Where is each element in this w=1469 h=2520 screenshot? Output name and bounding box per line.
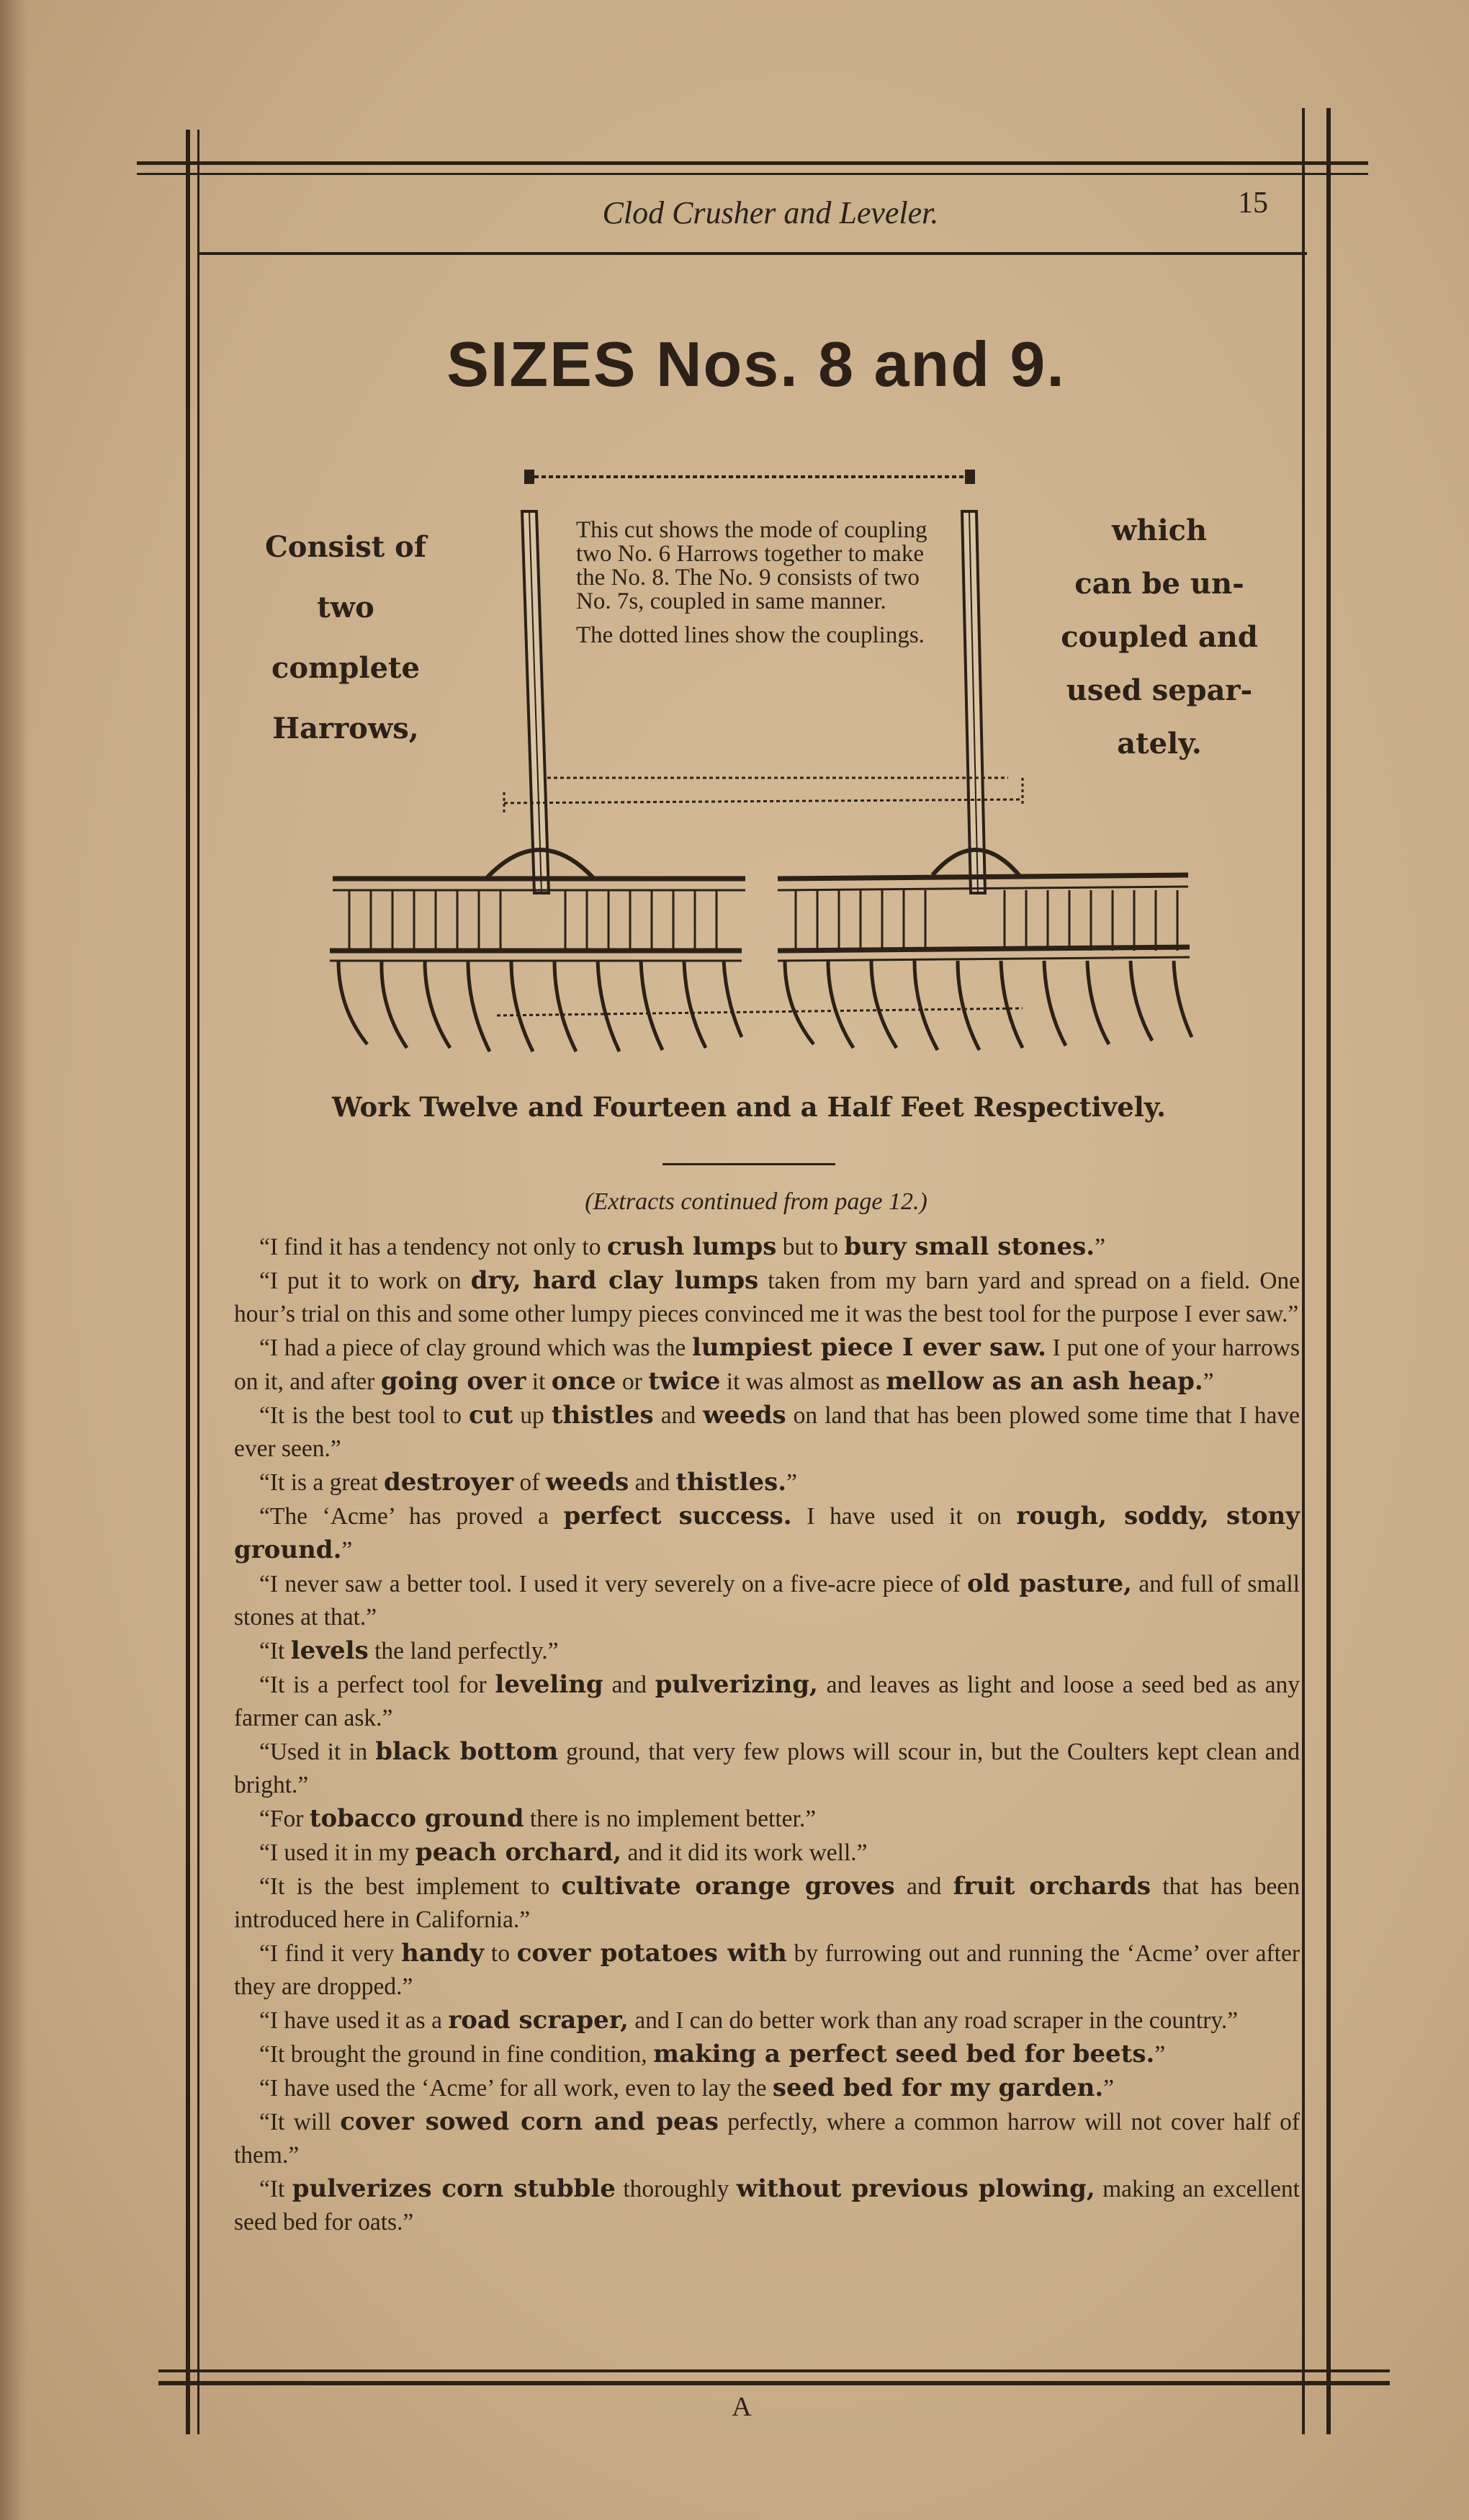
testimonial-quote: “It is the best implement to cultivate orange groves and fruit orchards that has been introduced here in California.” — [234, 1872, 1300, 1933]
frame-rule-bottom-outer — [158, 2381, 1390, 2385]
frame-rule-right-outer — [1326, 108, 1331, 2434]
emphasis-text: thistles. — [675, 1468, 787, 1497]
left-side-line: Consist of — [264, 530, 427, 564]
emphasis-text: old pasture, — [966, 1569, 1132, 1598]
emphasis-text: pulverizes corn stubble — [292, 2174, 616, 2203]
emphasis-text: crush lumps — [606, 1232, 777, 1261]
emphasis-text: seed bed for my garden. — [772, 2073, 1104, 2102]
emphasis-text: mellow as an ash heap. — [886, 1367, 1203, 1396]
testimonial-quote: “I used it in my peach orchard, and it did its work well.” — [259, 1838, 868, 1867]
frame-rule-top-outer — [137, 161, 1368, 165]
book-spine-shadow — [0, 0, 29, 2520]
right-side-line: coupled and — [1061, 620, 1258, 654]
caption-paragraph: This cut shows the mode of coupling two No. 6 Harrows together to make the No. 8. The No. 9 consists of two No. 7s, coupled in same manner. — [576, 517, 927, 614]
emphasis-text: perfect success. — [563, 1502, 792, 1530]
left-side-line: Harrows, — [272, 712, 419, 745]
emphasis-text: black bottom — [375, 1737, 559, 1766]
emphasis-text: thistles — [551, 1401, 654, 1430]
testimonial-quote: “It pulverizes corn stubble thoroughly without previous plowing, making an excellent seed bed for oats.” — [234, 2174, 1300, 2236]
emphasis-text: weeds — [703, 1401, 786, 1430]
testimonial-quote: “I have used it as a road scraper, and I can do better work than any road scraper in the country.” — [259, 2006, 1239, 2035]
emphasis-text: cover potatoes with — [516, 1939, 787, 1968]
emphasis-text: lumpiest piece I ever saw. — [691, 1333, 1046, 1362]
subtitle: Work Twelve and Fourteen and a Half Feet Respectively. — [332, 1091, 1166, 1123]
left-side-line: two — [317, 591, 374, 624]
left-side-text — [223, 517, 468, 759]
testimonial-quote: “I had a piece of clay ground which was the lumpiest piece I ever saw. I put one of your harrows on it, and after going over it once or twice it was almost as mellow as an ash heap.” — [234, 1333, 1300, 1396]
testimonial-quote: “The ‘Acme’ has proved a perfect success. I have used it on rough, soddy, stony ground.” — [234, 1502, 1300, 1564]
emphasis-text: bury small stones. — [844, 1232, 1095, 1261]
frame-rule-right-inner — [1302, 108, 1305, 2434]
illustration-caption — [576, 519, 943, 658]
emphasis-text: rough, soddy, stony ground. — [234, 1502, 1300, 1564]
testimonial-quote: “It brought the ground in fine condition, making a perfect seed bed for beets.” — [259, 2040, 1166, 2068]
page-number: 15 — [1238, 187, 1268, 220]
testimonial-quote: “It is a great destroyer of weeds and thistles.” — [259, 1468, 797, 1497]
extract-note: (Extracts continued from page 12.) — [585, 1188, 927, 1215]
running-head: Clod Crusher and Leveler. — [602, 195, 939, 230]
emphasis-text: peach orchard, — [415, 1838, 622, 1867]
emphasis-text: leveling — [495, 1670, 603, 1699]
emphasis-text: without previous plowing, — [736, 2174, 1095, 2203]
frame-rule-bottom-inner — [158, 2369, 1390, 2372]
testimonial-quote: “I find it has a tendency not only to crush lumps but to bury small stones.” — [259, 1232, 1105, 1261]
right-side-text — [1015, 504, 1303, 771]
emphasis-text: levels — [290, 1636, 369, 1665]
testimonial-quote: “For tobacco ground there is no implement better.” — [259, 1804, 817, 1833]
testimonial-quote: “It is the best tool to cut up thistles and weeds on land that has been plowed some time that I have ever seen.” — [234, 1401, 1300, 1462]
testimonial-quote: “Used it in black bottom ground, that very few plows will scour in, but the Coulters kept clean and bright.” — [234, 1737, 1300, 1798]
emphasis-text: fruit orchards — [953, 1872, 1151, 1901]
section-divider — [662, 1163, 835, 1165]
testimonial-quote: “It levels the land perfectly.” — [259, 1636, 559, 1665]
emphasis-text: once — [551, 1367, 616, 1396]
frame-rule-left-inner — [197, 130, 199, 2434]
emphasis-text: tobacco ground — [309, 1804, 524, 1833]
emphasis-text: cultivate orange groves — [561, 1872, 895, 1901]
testimonial-quote: “It is a perfect tool for leveling and pulverizing, and leaves as light and loose a seed bed as any farmer can ask.” — [234, 1670, 1300, 1731]
page-title: SIZES Nos. 8 and 9. — [446, 328, 1066, 400]
signature-mark: A — [732, 2392, 752, 2422]
testimonial-quote: “It will cover sowed corn and peas perfectly, where a common harrow will not cover half of them.” — [234, 2107, 1300, 2169]
testimonial-quote: “I find it very handy to cover potatoes with by furrowing out and running the ‘Acme’ over after they are dropped.” — [234, 1939, 1300, 2000]
emphasis-text: destroyer — [384, 1468, 514, 1497]
emphasis-text: cover sowed corn and peas — [340, 2107, 719, 2136]
right-side-line: ately. — [1117, 727, 1202, 761]
testimonial-quote: “I never saw a better tool. I used it very severely on a five-acre piece of old pasture, and full of small stones at that.” — [234, 1569, 1300, 1631]
emphasis-text: weeds — [545, 1468, 629, 1497]
emphasis-text: twice — [648, 1367, 721, 1396]
frame-rule-top-inner — [137, 173, 1368, 175]
right-side-line: can be un- — [1074, 567, 1244, 601]
testimonial-quotes — [234, 1230, 1300, 2239]
emphasis-text: dry, hard clay lumps — [470, 1266, 759, 1295]
right-side-line: used separ- — [1066, 673, 1253, 707]
testimonial-quote: “I put it to work on dry, hard clay lumps taken from my barn yard and spread on a field. One hour’s trial on this and some other lumpy pieces convinced me it was the best tool for the purpose I ever saw.” — [234, 1266, 1300, 1327]
caption-paragraph: The dotted lines show the couplings. — [576, 622, 925, 648]
left-side-line: complete — [271, 651, 420, 685]
emphasis-text: making a perfect seed bed for beets. — [653, 2040, 1155, 2068]
emphasis-text: cut — [469, 1401, 513, 1430]
header-underline-rule — [198, 252, 1307, 255]
emphasis-text: pulverizing, — [655, 1670, 818, 1699]
emphasis-text: going over — [380, 1367, 526, 1396]
testimonial-quote: “I have used the ‘Acme’ for all work, even to lay the seed bed for my garden.” — [259, 2073, 1115, 2102]
emphasis-text: handy — [401, 1939, 485, 1968]
right-side-line: which — [1111, 514, 1208, 547]
emphasis-text: road scraper, — [448, 2006, 629, 2035]
frame-rule-left-outer — [186, 130, 190, 2434]
